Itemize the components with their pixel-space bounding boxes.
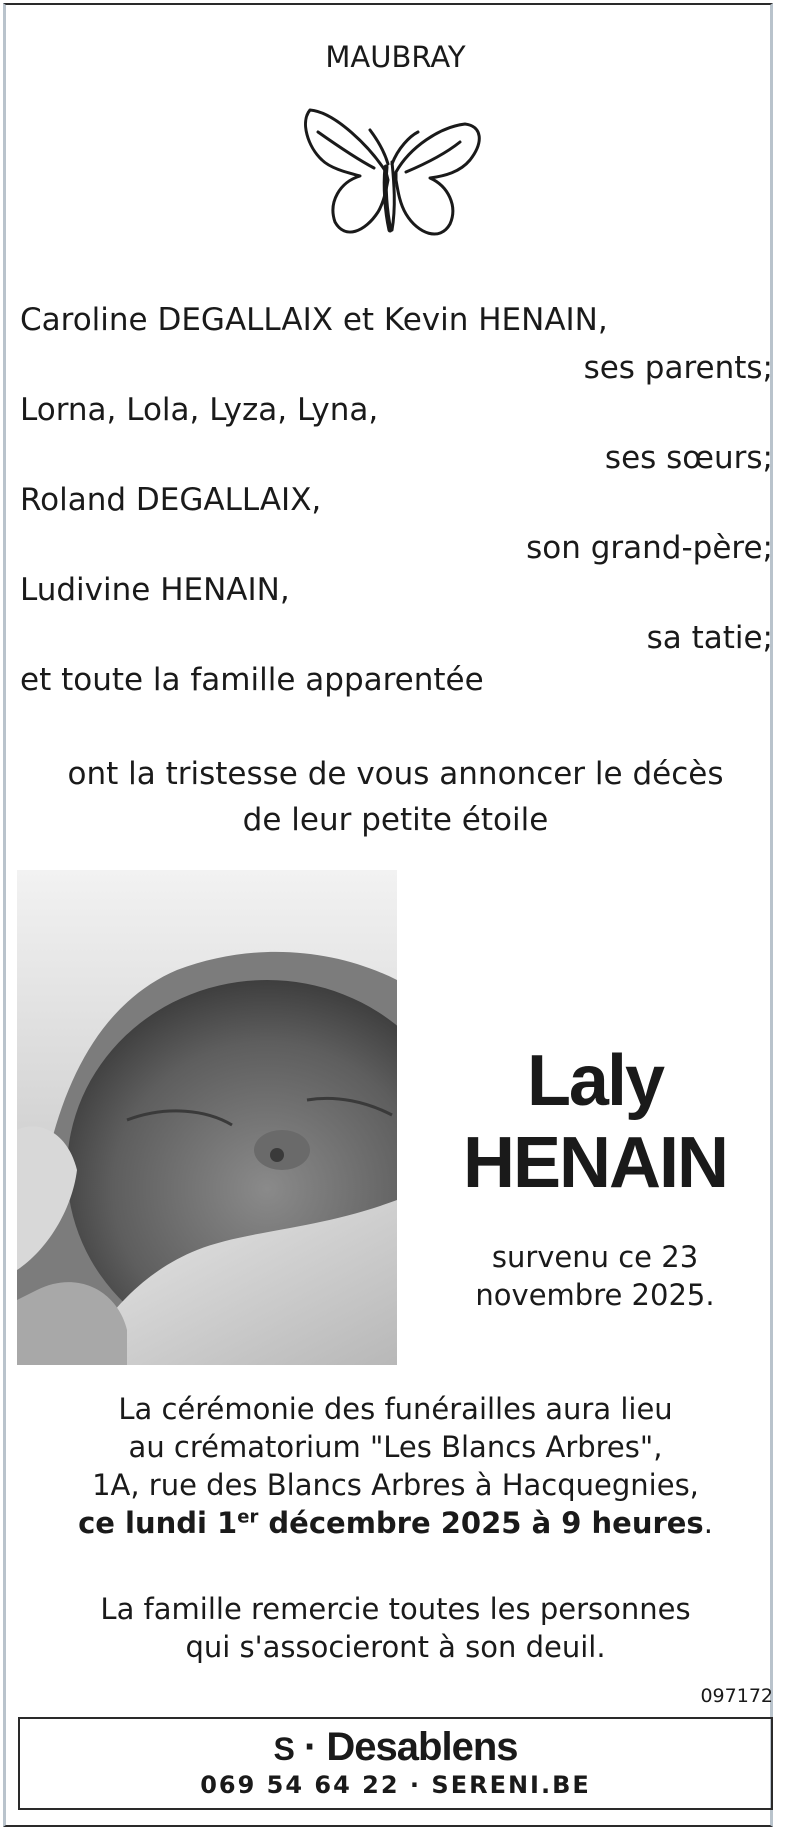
ceremony-date-end: . <box>703 1506 713 1540</box>
family-relation-grandfather: son grand-père; <box>526 530 773 566</box>
deceased-last-name: HENAIN <box>462 1123 727 1203</box>
ceremony-date-sup: er <box>237 1506 259 1528</box>
funeral-home-contact <box>20 1771 771 1799</box>
ceremony-line-3: 1A, rue des Blancs Arbres à Hacquegnies, <box>92 1468 699 1502</box>
funeral-home-logo-letter: S <box>273 1731 294 1767</box>
family-names-aunt: Ludivine HENAIN, <box>20 572 290 608</box>
family-names-sisters: Lorna, Lola, Lyza, Lyna, <box>20 392 379 428</box>
family-names-grandfather: Roland DEGALLAIX, <box>20 482 322 518</box>
death-notice-line-2: novembre 2025. <box>475 1278 715 1312</box>
ceremony-date-post: décembre 2025 à 9 heures <box>258 1506 704 1540</box>
funeral-home-box <box>18 1717 773 1810</box>
reference-number: 097172 <box>700 1685 773 1707</box>
funeral-home-brand <box>20 1725 771 1770</box>
death-notice <box>440 1238 750 1314</box>
butterfly-icon <box>300 102 490 247</box>
ceremony-line-1: La cérémonie des funérailles aura lieu <box>118 1392 673 1426</box>
ceremony-date <box>0 1506 791 1540</box>
funeral-home-name: Desablens <box>326 1725 518 1769</box>
thanks-line-1: La famille remercie toutes les personnes <box>100 1592 691 1626</box>
announcement-line-1: ont la tristesse de vous annoncer le décès <box>67 756 724 792</box>
funeral-home-contact-dot: · <box>409 1771 422 1799</box>
location-heading: MAUBRAY <box>325 40 466 74</box>
funeral-home-separator: · <box>303 1725 317 1769</box>
ceremony-date-pre: ce lundi 1 <box>78 1506 238 1540</box>
family-extra: et toute la famille apparentée <box>20 662 484 698</box>
deceased-first-name: Laly <box>526 1041 664 1121</box>
family-names-parents: Caroline DEGALLAIX et Kevin HENAIN, <box>20 302 608 338</box>
deceased-photo <box>17 870 397 1365</box>
thanks-line-2: qui s'associeront à son deuil. <box>185 1630 606 1664</box>
death-notice-line-1: survenu ce 23 <box>491 1240 699 1274</box>
family-relation-sisters: ses sœurs; <box>604 440 773 476</box>
funeral-home-phone: 069 54 64 22 <box>200 1771 400 1799</box>
ceremony-line-2: au crématorium "Les Blancs Arbres", <box>128 1430 663 1464</box>
family-relation-parents: ses parents; <box>583 350 773 386</box>
funeral-home-website: SERENI.BE <box>431 1771 591 1799</box>
family-relation-aunt: sa tatie; <box>646 620 773 656</box>
announcement-line-2: de leur petite étoile <box>242 802 549 838</box>
